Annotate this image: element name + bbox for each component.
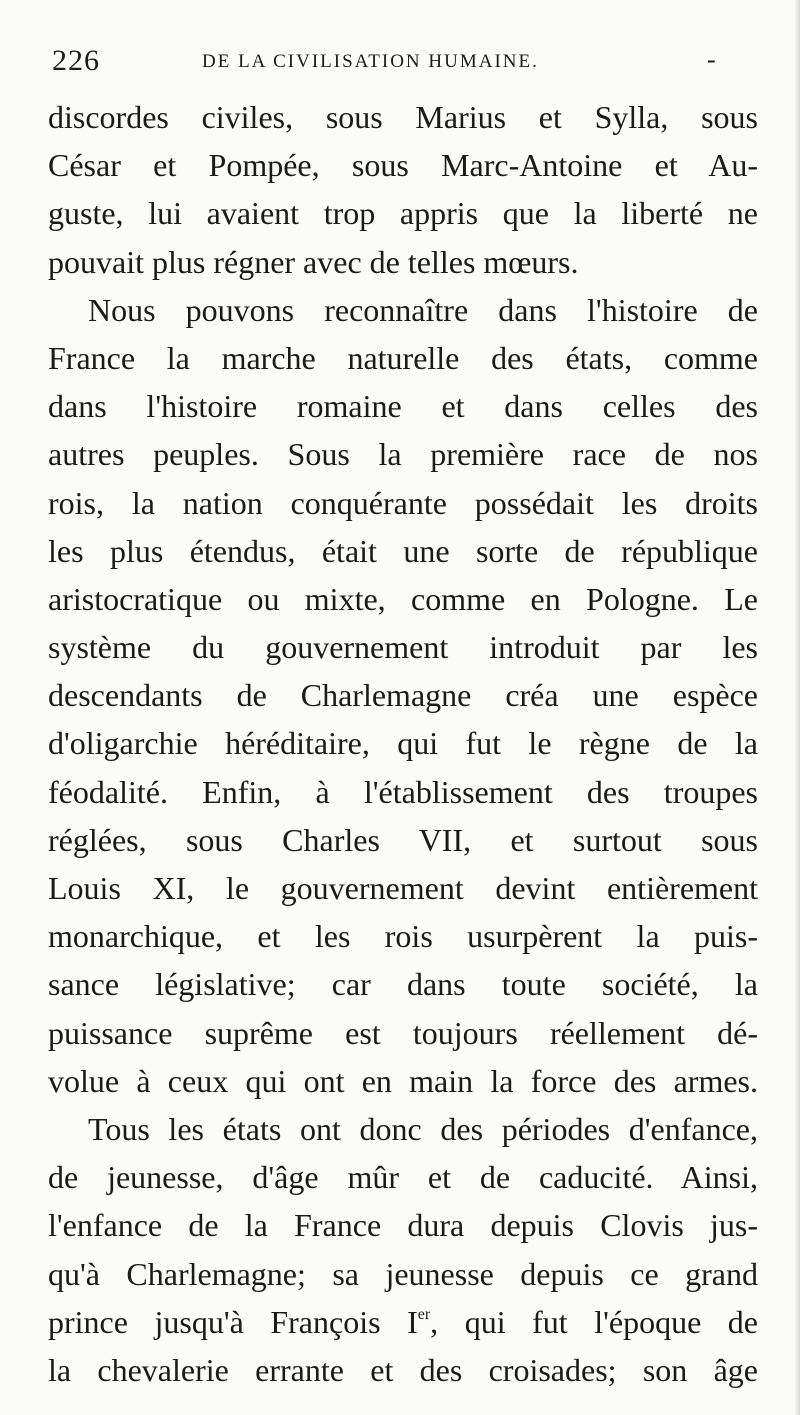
paragraph-start-line: Nous pouvons reconnaître dans l'histoire de [88,291,758,328]
text-line: aristocratique ou mixte, comme en Pologne. Le [48,580,758,617]
text-line: descendants de Charlemagne créa une espèce [48,677,758,714]
paragraph-start-line: Tous les états ont donc des périodes d'enfance, [88,1110,758,1147]
text-line: système du gouvernement introduit par les [48,629,758,666]
header-dash: - [707,45,716,74]
running-head [52,40,772,80]
text-line: l'enfance de la France dura depuis Clovis jus- [48,1207,758,1244]
text-line: de jeunesse, d'âge mûr et de caducité. Ainsi, [48,1159,758,1196]
text-line: qu'à Charlemagne; sa jeunesse depuis ce grand [48,1255,758,1292]
line-tail: , qui fut l'époque de [430,1303,759,1340]
text-line: discordes civiles, sous Marius et Sylla, sous [48,99,758,135]
scan-edge-shadow [794,0,800,1415]
text-line: rois, la nation conquérante possédait les droits [48,484,758,521]
text-line: volue à ceux qui ont en main la force des armes. [48,1062,758,1099]
text-line-with-superscript [48,1298,758,1346]
body-text [48,93,758,1394]
text-line: Louis XI, le gouvernement devint entièrement [48,870,758,906]
text-line: les plus étendus, était une sorte de république [48,532,758,569]
superscript-er: er [417,1305,431,1323]
text-line: dans l'histoire romaine et dans celles des [48,388,758,425]
text-line: puissance suprême est toujours réellement dé- [48,1014,758,1051]
text-line: la chevalerie errante et des croisades; son âge [48,1351,758,1388]
text-line: pouvait plus régner avec de telles mœurs. [48,243,579,280]
text-line: César et Pompée, sous Marc-Antoine et Au- [48,147,758,184]
page-number: 226 [52,44,100,77]
text-line: autres peuples. Sous la première race de nos [48,436,758,473]
text-line: féodalité. Enfin, à l'établissement des troupes [48,773,758,810]
text-line: France la marche naturelle des états, comme [48,339,758,376]
text-line: réglées, sous Charles VII, et surtout sous [48,821,758,858]
running-title: DE LA CIVILISATION HUMAINE. [202,51,539,72]
line-head: prince jusqu'à François I [48,1303,418,1340]
text-line: guste, lui avaient trop appris que la liberté ne [48,195,758,232]
text-line: monarchique, et les rois usurpèrent la puis- [48,918,758,955]
text-line: d'oligarchie héréditaire, qui fut le règne de la [48,725,758,762]
text-line: sance législative; car dans toute société, la [48,966,758,1003]
